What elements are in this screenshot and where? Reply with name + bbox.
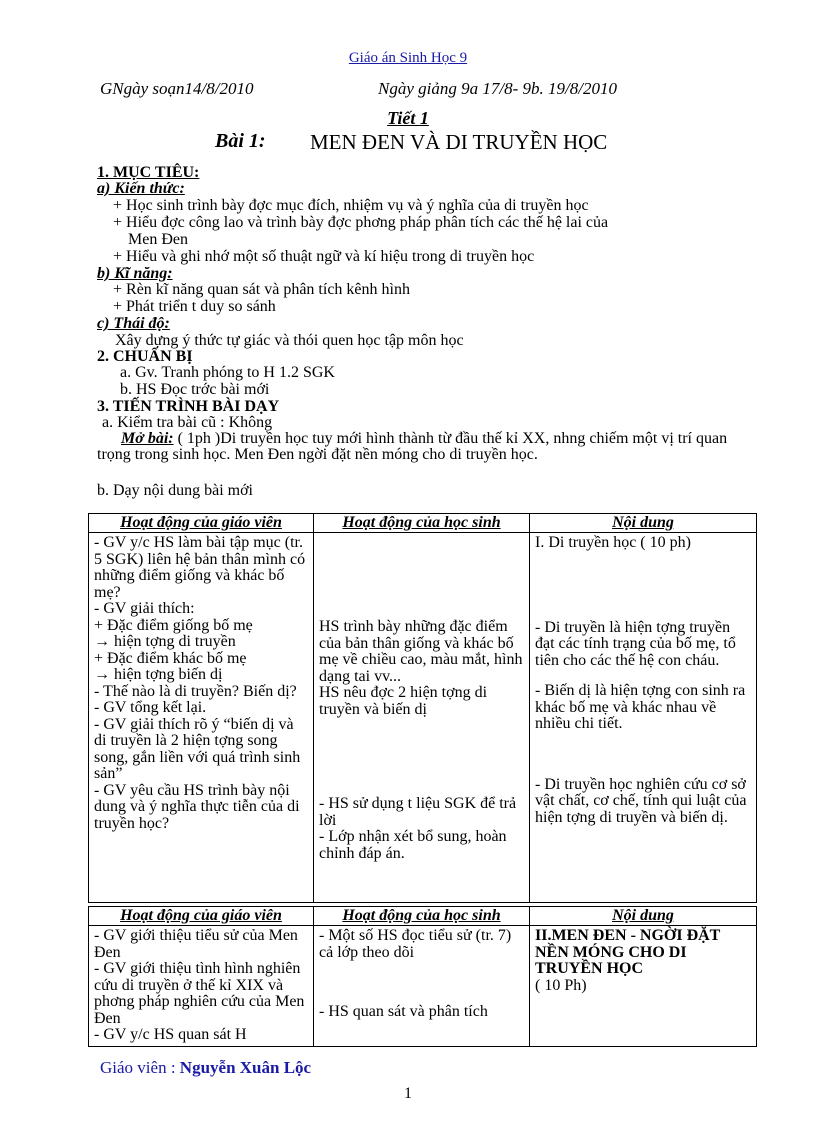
list-item: - GV giới thiệu tiểu sử của Men Đen [94,927,298,961]
activity-table-2 [88,906,757,1047]
knowledge-item: + Hiểu đợc công lao và trình bày đợc phơng pháp phân tích các thế hệ lai của [113,214,609,231]
list-item: - GV yêu cầu HS trình bày nội dung và ý nghĩa thực tiễn của di truyền học? [94,781,300,832]
teacher-label: Giáo viên : [100,1058,180,1077]
list-item: → hiện tợng biến dị [94,666,223,683]
lesson-period: Tiết 1 [387,108,429,128]
header-student-activity: Hoạt động của học sinh [314,907,530,926]
list-item: - GV y/c HS quan sát H [94,1026,247,1043]
page-number: 1 [404,1085,412,1102]
knowledge-item: + Hiểu và ghi nhớ một số thuật ngữ và kí hiệu trong di truyền học [113,248,535,265]
list-item: → hiện tợng di truyền [94,633,236,650]
lesson-label: Bài 1: [215,130,266,152]
list-item: - HS quan sát và phân tích [319,1003,488,1020]
list-item: + Đặc điểm khác bố mẹ [94,649,247,667]
knowledge-item: + Học sinh trình bày đợc mục đích, nhiệm vụ và ý nghĩa của di truyền học [113,197,589,214]
teacher-name: Nguyễn Xuân Lộc [179,1058,312,1077]
list-item: - GV giới thiệu tình hình nghiên cứu di truyền ở thế kỉ XIX và phơng pháp nghiên cứu của Men Đen [94,960,305,1027]
new-content-heading: b. Dạy nội dung bài mới [97,482,253,499]
student-activity-cell [314,926,530,1047]
table-row [89,533,757,903]
list-item: - GV giải thích rõ ý “biến dị và di truyền là 2 hiện tợng song song, gắn liền với quá trình sinh sản” [94,715,301,782]
table-header-row [89,907,757,926]
review-check: a. Kiểm tra bài cũ : Không [102,414,273,431]
table-header-row [89,514,757,533]
activity-table-1 [88,513,757,903]
preparation-date: GNgày soạn14/8/2010 [100,79,254,98]
list-item: - Di truyền là hiện tợng truyền đạt các tính trạng của bố mẹ, tổ tiên cho các thế hệ con cháu. [535,618,736,669]
list-item: - HS sử dụng t liệu SGK để trả lời [319,795,517,829]
introduction-paragraph [97,431,747,463]
skills-heading: b) Kĩ năng: [97,265,173,282]
list-item: - GV giải thích: [94,600,195,617]
list-item: I. Di truyền học ( 10 ph) [535,534,691,551]
preparation-item: a. Gv. Tranh phóng to H 1.2 SGK [120,364,335,381]
list-item: - Di truyền học nghiên cứu cơ sở vật chất, cơ chế, tính qui luật của hiện tợng di truyền và biến dị. [535,775,747,826]
teacher-credit [100,1058,311,1078]
list-item: - GV tổng kết lại. [94,699,207,716]
header-content: Nội dung [530,907,757,926]
section-objectives-heading: 1. MỤC TIÊU: [97,164,200,181]
table-row [89,926,757,1047]
section-preparation-heading: 2. CHUẨN BỊ [97,348,193,365]
knowledge-item: Men Đen [128,231,188,248]
header-student-activity: Hoạt động của học sinh [314,514,530,533]
list-item: - GV y/c HS làm bài tập mục (tr. 5 SGK) liên hệ bản thân mình có những điểm giống và khác bố mẹ? [94,534,306,601]
student-activity-cell [314,533,530,903]
list-item: - Một số HS đọc tiểu sử (tr. 7) cả lớp theo dõi [319,927,512,961]
document-header-title: Giáo án Sinh Học 9 [348,50,468,66]
attitude-heading: c) Thái độ: [97,315,170,332]
list-item: HS trình bày những đặc điểm của bản thân giống và khác bố mẹ về chiều cao, màu mắt, hình dạng tai vv... [319,618,523,685]
introduction-label: Mở bài: [121,430,174,447]
header-teacher-activity: Hoạt động của giáo viên [89,907,314,926]
teacher-activity-cell [89,533,314,903]
section-heading: II.MEN ĐEN - NGỜI ĐẶT NỀN MÓNG CHO DI TRUYỀN HỌC [535,927,721,977]
header-content: Nội dung [530,514,757,533]
knowledge-heading: a) Kiến thức: [97,180,185,197]
teacher-activity-cell [89,926,314,1047]
section-time: ( 10 Ph) [535,976,587,994]
list-item: HS nêu đợc 2 hiện tợng di truyền và biến dị [319,684,488,718]
content-cell [530,926,757,1047]
list-item: - Thế nào là di truyền? Biến dị? [94,682,297,700]
list-item: - Lớp nhận xét bổ sung, hoàn chỉnh đáp án. [319,828,507,862]
preparation-item: b. HS Đọc trớc bài mới [120,381,270,398]
list-item: + Đặc điểm giống bố mẹ [94,616,253,634]
teaching-date: Ngày giảng 9a 17/8- 9b. 19/8/2010 [378,79,617,98]
skills-item: + Rèn kĩ năng quan sát và phân tích kênh hình [113,281,410,298]
skills-item: + Phát triển t duy so sánh [113,298,276,315]
lesson-title: MEN ĐEN VÀ DI TRUYỀN HỌC [310,130,608,154]
section-procedure-heading: 3. TIẾN TRÌNH BÀI DẠY [97,398,280,415]
list-item: - Biến dị là hiện tợng con sinh ra khác bố mẹ và khác nhau về nhiều chi tiết. [535,682,746,732]
content-cell [530,533,757,903]
header-teacher-activity: Hoạt động của giáo viên [89,514,314,533]
attitude-text: Xây dựng ý thức tự giác và thói quen học tập môn học [115,332,464,349]
introduction-text: ( 1ph )Di truyền học tuy mới hình thành từ đầu thế kỉ XX, nhng chiếm một vị trí quan trọng trong sinh học. Men Đen ngời đặt nền móng cho di truyền học. [97,430,728,463]
